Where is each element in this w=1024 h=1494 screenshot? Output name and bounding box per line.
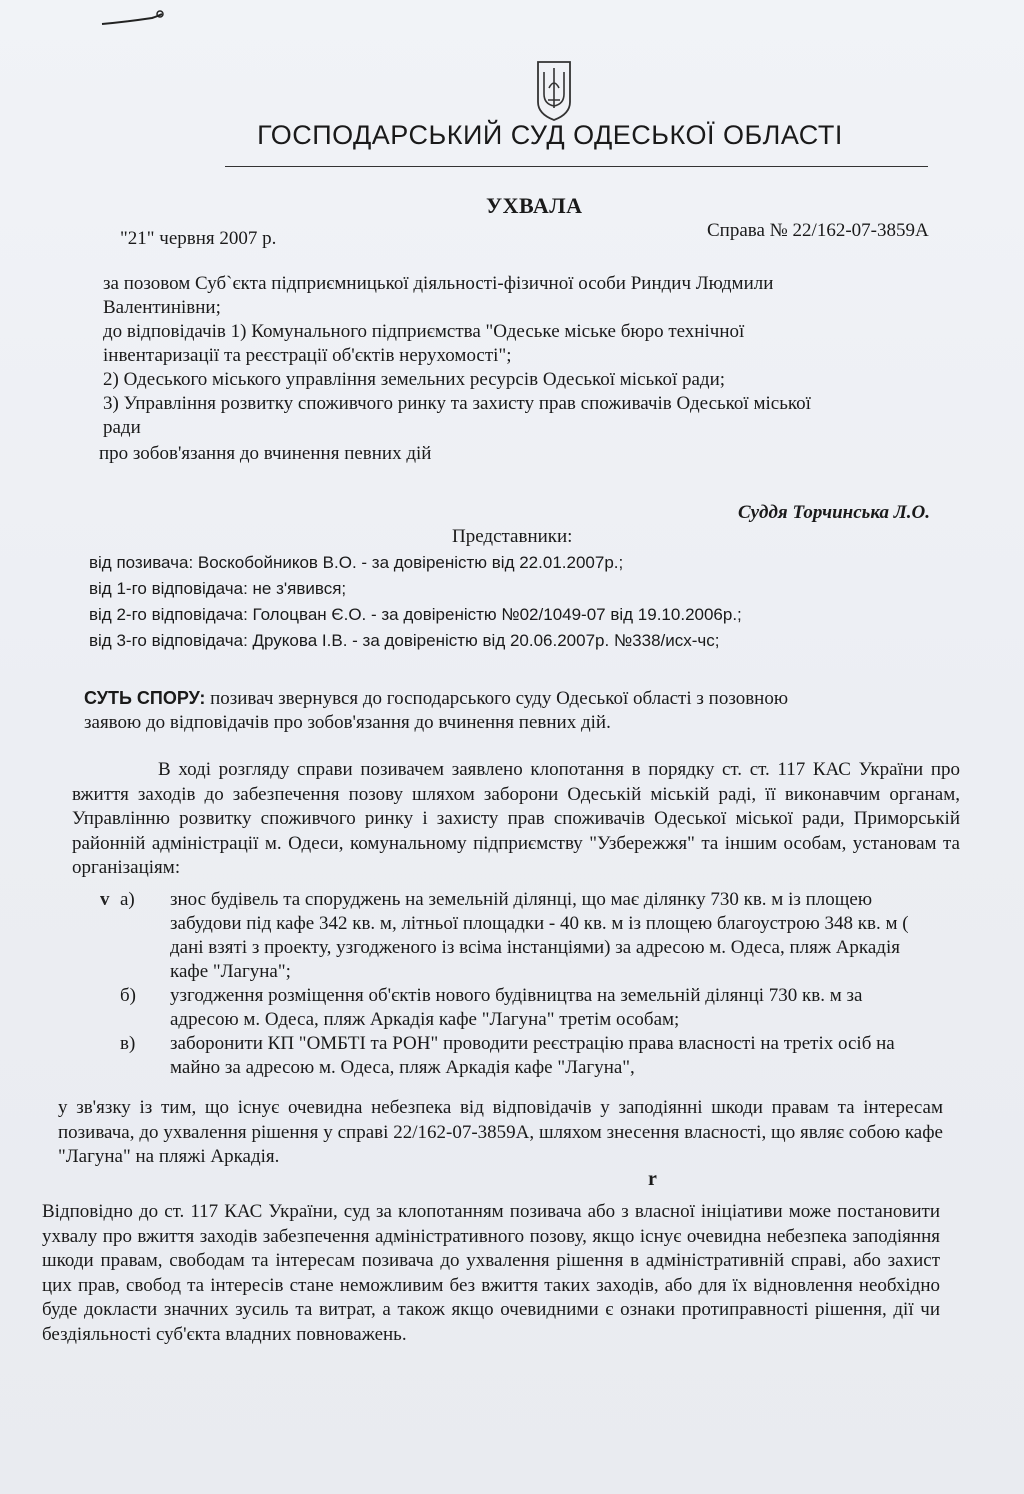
check-mark [100, 984, 120, 1032]
item-text: заборонити КП "ОМБТІ та РОН" проводити реєстрацію права власності на третіх осіб на майно за адресою м. Одеса, пляж Аркадія кафе "Лагуна", [170, 1033, 895, 1078]
title-rule [225, 166, 928, 167]
representative-line: від 2-го відповідача: Голоцван Є.О. - за довіреністю №02/1049-07 від 19.10.2006р.; [89, 605, 742, 624]
item-text: знос будівель та споруджень на земельній ділянці, що має ділянку 730 кв. м із площею забудови під кафе 342 кв. м, літньої площадки - 40 кв. м із площею благоустрою 348 кв. м ( дані взяті з проекту, узгодженого із всіма інстанціями) за адресою м. Одеса, пляж Аркадія кафе "Лагуна"; [170, 889, 909, 982]
dispute-essence [84, 686, 964, 735]
dispute-essence-label: СУТЬ СПОРУ: [84, 688, 206, 708]
defendant-1-line-1: до відповідачів 1) Комунального підприємства "Одеське міське бюро технічної [103, 321, 745, 342]
plaintiff-line-2: Валентинівни; [103, 297, 221, 318]
check-mark: v [100, 889, 110, 910]
dispute-essence-text-1: позивач звернувся до господарського суду Одеської області з позовною [205, 688, 789, 709]
item-letter: а) [120, 889, 135, 910]
list-item [100, 888, 930, 984]
item-text: узгодження розміщення об'єктів нового будівництва на земельній ділянці 730 кв. м за адресою м. Одеса, пляж Аркадія кафе "Лагуна" третім особам; [170, 985, 863, 1030]
parties-section [99, 272, 975, 466]
conclusion-paragraph: у зв'язку із тим, що існує очевидна небезпека від відповідачів у заподіянні шкоди правам та інтересам позивача, до ухвалення рішення у справі 22/162-07-3859А, шляхом знесення власності, що являє собою кафе "Лагуна" на пляжі Аркадія. [58, 1097, 943, 1167]
representatives-list [89, 550, 969, 654]
representatives-heading: Представники: [452, 526, 573, 547]
dispute-essence-text-2: заявою до відповідачів про зобов'язання до вчинення певних дій. [84, 712, 611, 733]
pen-mark-icon [100, 6, 170, 28]
list-item [100, 984, 930, 1032]
item-letter: б) [120, 985, 136, 1006]
law-reference-paragraph: Відповідно до ст. 117 КАС України, суд за клопотанням позивача або з власної ініціативи може постановити ухвалу про вжиття заходів забезпечення адміністративного позову, якщо існує очевидна небезпека заподіяння шкоди правам, свободам та інтересам позивача до ухвалення рішення в адміністративній справі, або захист цих прав, свобод та інтересів стане неможливим без вжиття таких заходів, або для їх відновлення необхідно буде докласти значних зусиль та витрат, а також якщо очевидними є ознаки протиправності рішення, дії чи бездіяльності суб'єкта владних повноважень. [42, 1201, 940, 1345]
representative-line: від 1-го відповідача: не з'явився; [89, 579, 347, 598]
document-date: "21" червня 2007 р. [120, 228, 277, 249]
document-type-title: УХВАЛА [486, 193, 583, 218]
representative-line: від 3-го відповідача: Друкова І.В. - за довіреністю від 20.06.2007р. №338/исх-чс; [89, 631, 720, 650]
judge-name: Суддя Торчинська Л.О. [738, 502, 930, 523]
case-number: Справа № 22/162-07-3859А [707, 220, 929, 241]
defendant-2: 2) Одеського міського управління земельних ресурсів Одеської міської ради; [103, 369, 726, 390]
list-item [100, 1032, 930, 1080]
representative-line: від позивача: Воскобойников В.О. - за довіреністю від 22.01.2007р.; [89, 553, 624, 572]
measures-list [100, 888, 930, 1080]
plaintiff-line-1: за позовом Суб`єкта підприємницької діяльності-фізичної особи Риндич Людмили [103, 273, 774, 294]
court-title: ГОСПОДАРСЬКИЙ СУД ОДЕСЬКОЇ ОБЛАСТІ [257, 120, 843, 150]
trident-emblem-icon [532, 58, 576, 122]
check-mark [100, 1032, 120, 1080]
defendant-3-line-2: ради [103, 417, 141, 438]
handwritten-check-mark: r [648, 1168, 657, 1190]
defendant-3-line-1: 3) Управління розвитку споживчого ринку та захисту прав споживачів Одеської міської [103, 393, 811, 414]
motion-paragraph: В ході розгляду справи позивачем заявлено клопотання в порядку ст. ст. 117 КАС України про вжиття заходів до забезпечення позову шляхом заборони Одеській міській раді, її виконавчим органам, Управлінню розвитку споживчого ринку і захисту прав споживачів Одеської міської ради, Приморській районній адміністрації м. Одеси, комунальному підприємству "Узбережжя" та іншим особам, установам та організаціям: [72, 759, 960, 878]
item-letter: в) [120, 1033, 136, 1054]
case-subject: про зобов'язання до вчинення певних дій [99, 443, 432, 464]
defendant-1-line-2: інвентаризації та реєстрації об'єктів нерухомості"; [103, 345, 512, 366]
